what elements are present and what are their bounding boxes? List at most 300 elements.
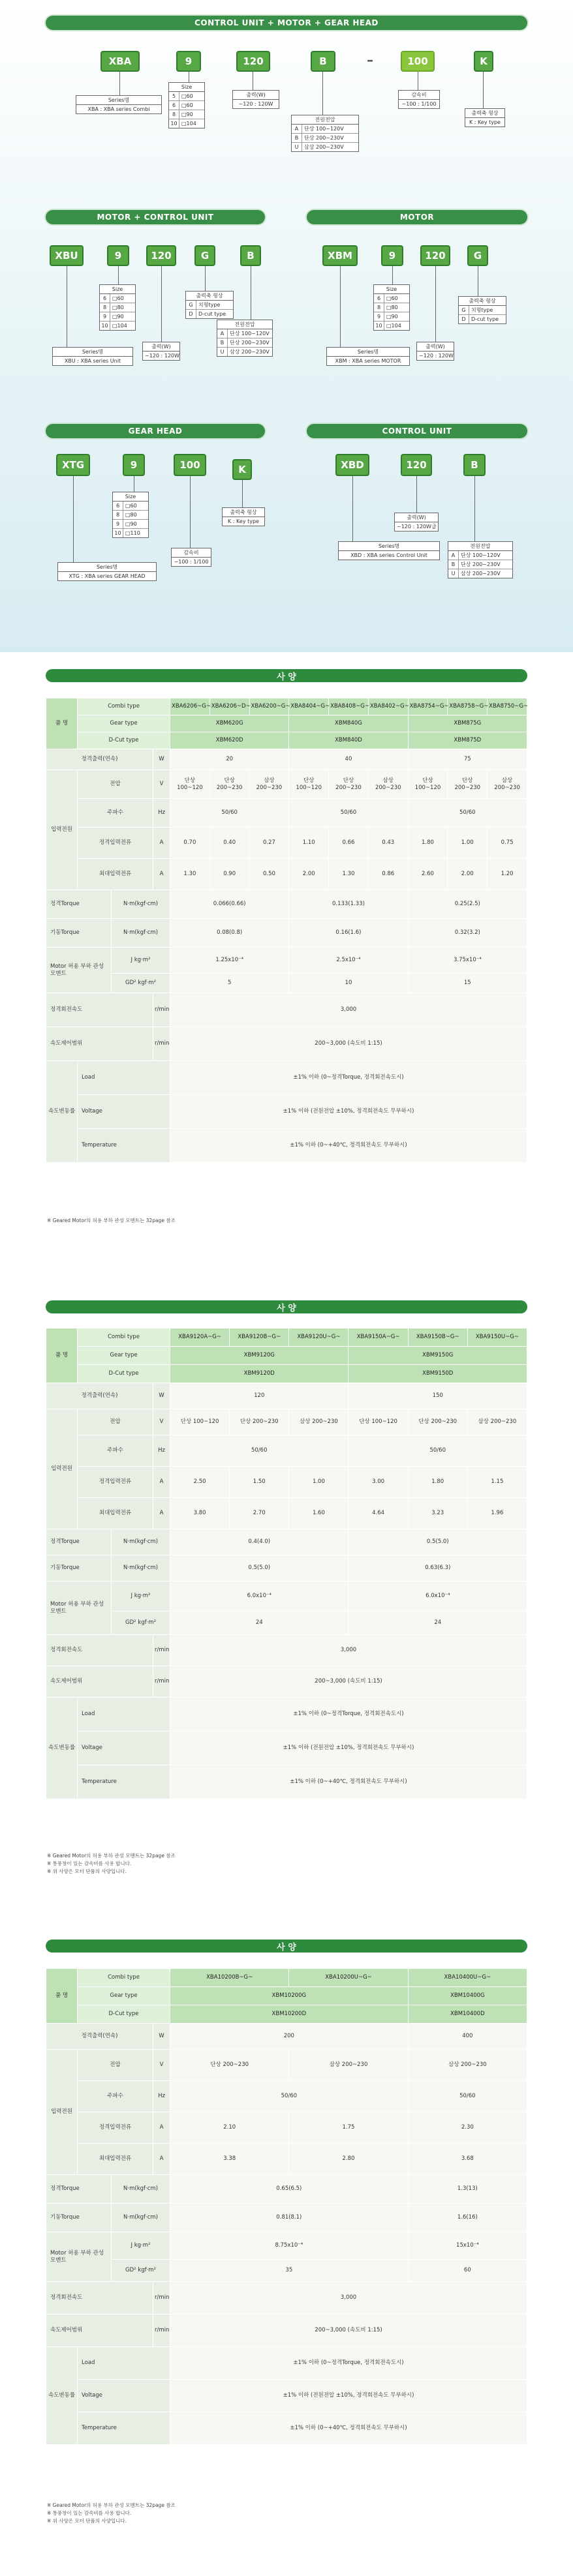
legend-value: ~120 : 120W xyxy=(419,353,454,359)
rated-speed-label: 정격회전속도 xyxy=(46,993,153,1027)
value-cell: 단상 200~230 xyxy=(408,1409,467,1435)
value-cell: 200~3,000 (속도비 1:15) xyxy=(170,1027,527,1061)
legend-head: 전원전압 xyxy=(292,115,358,125)
value-cell: 0.43 xyxy=(368,828,408,859)
value-cell: 1.20 xyxy=(488,859,527,890)
note-line: ※ Geared Motor의 허용 부하 관성 모멘트는 32page 참조 xyxy=(47,2502,176,2508)
inertia-label: Motor 허용 부하 관성 모멘트 xyxy=(46,1581,112,1635)
value-cell: 0.70 xyxy=(170,828,210,859)
dcut-model: XBM840D xyxy=(289,732,408,749)
legend-row: B 단상 200~230V xyxy=(217,338,272,348)
value-cell: 0.63(6.3) xyxy=(348,1555,527,1581)
value-cell: 0.65(6.5) xyxy=(170,2175,409,2204)
legend-row: A 단상 100~120V xyxy=(292,125,358,134)
input-power-label: 입력전원 xyxy=(46,770,78,890)
unit: A xyxy=(153,1467,170,1498)
value-cell: 0.4(4.0) xyxy=(170,1529,348,1555)
cu-code-power: 120 xyxy=(401,454,432,476)
mc-shaft-legend xyxy=(185,291,234,319)
legend-row: 10 □110 xyxy=(113,529,148,537)
legend-head: Size xyxy=(113,492,148,502)
legend-row: 9 □90 xyxy=(113,520,148,529)
cmg-voltage-legend xyxy=(291,115,359,152)
legend-head: 출력축 형상 xyxy=(186,292,233,301)
mo-power-legend xyxy=(416,342,454,361)
unit: r/min xyxy=(153,1635,170,1666)
model-cell: XBA8750~G~ xyxy=(488,698,527,715)
note-line: ※ Geared Motor의 허용 부하 관성 모멘트는 32page 참조 xyxy=(47,1218,176,1223)
value-cell: 6.0x10⁻⁴ xyxy=(348,1581,527,1611)
unit: r/min xyxy=(153,1027,170,1061)
rated-torque-label: 정격Torque xyxy=(46,2175,112,2204)
gear-type-label: Gear type xyxy=(78,715,170,732)
value-cell: 삼상 200~230 xyxy=(467,1409,527,1435)
value-cell: 1.00 xyxy=(448,828,488,859)
mo-code-shaft: G xyxy=(467,245,488,266)
gh-size-legend xyxy=(112,492,149,538)
legend-value: XBA : XBA series Combi xyxy=(87,106,150,112)
legend-head: 전원전압 xyxy=(217,320,272,329)
rated-current-label: 정격입력전류 xyxy=(78,828,153,859)
model-cell: XBA10200B~G~ xyxy=(170,1969,289,1987)
gear-type-label: Gear type xyxy=(78,1347,170,1365)
value-cell: 0.32(3.2) xyxy=(408,919,527,948)
rated-power-label: 정격출력(연속) xyxy=(46,749,153,770)
leader-line xyxy=(205,266,206,291)
gh-code-ratio: 100 xyxy=(174,454,206,476)
speed-range-label: 속도제어범위 xyxy=(46,2314,153,2347)
footnote xyxy=(47,2502,176,2525)
mc-series-legend xyxy=(52,347,133,366)
model-cell: XBA6206~G~ xyxy=(170,698,210,715)
cmg-code-dash: – xyxy=(367,52,373,68)
mo-code-series: XBM xyxy=(322,245,358,266)
value-cell: 삼상 200~230 xyxy=(289,1409,348,1435)
voltage-label: 전압 xyxy=(78,1409,153,1435)
legend-row: G 치형type xyxy=(459,306,506,315)
leader-line xyxy=(119,72,120,95)
value-cell: 3.68 xyxy=(408,2144,527,2175)
cu-title-bar: CONTROL UNIT xyxy=(307,424,527,438)
value-cell: 1.10 xyxy=(289,828,329,859)
legend-row: 6 □60 xyxy=(113,502,148,511)
value-cell: 0.81(8.1) xyxy=(170,2204,409,2232)
frequency-label: 주파수 xyxy=(78,799,153,828)
legend-value: ~100 : 1/100 xyxy=(174,559,209,565)
combi-type-label: Combi type xyxy=(78,698,170,715)
value-cell: 삼상 200~230 xyxy=(368,770,408,799)
model-cell: XBA9150B~G~ xyxy=(408,1328,467,1347)
spec-table-2 xyxy=(46,1328,527,1799)
legend-row: D D-cut type xyxy=(459,315,506,323)
legend-row: U 삼상 200~230V xyxy=(292,143,358,151)
voltage-label: 전압 xyxy=(78,770,153,799)
gear-model: XBM840G xyxy=(289,715,408,732)
model-cell: XBA10400U~G~ xyxy=(408,1969,527,1987)
load-label: Load xyxy=(78,1698,170,1731)
value-cell: 35 xyxy=(170,2260,409,2282)
value-cell: 단상 200~230 xyxy=(329,770,369,799)
legend-value: XBD : XBA series Control Unit xyxy=(350,552,427,558)
max-current-label: 최대입력전류 xyxy=(78,859,153,890)
legend-head: Size xyxy=(374,285,409,294)
value-cell: 0.27 xyxy=(249,828,289,859)
mc-code-power: 120 xyxy=(146,245,176,266)
voltage-var-label: Voltage xyxy=(78,1095,170,1129)
value-cell: 삼상 200~230 xyxy=(249,770,289,799)
speed-variation-label: 속도변동률 xyxy=(46,2347,78,2445)
unit: A xyxy=(153,828,170,859)
value-cell: 2.10 xyxy=(170,2112,289,2144)
value-cell: 단상 100~120 xyxy=(170,1409,230,1435)
legend-value: ~100 : 1/100 xyxy=(401,101,437,107)
model-cell: XBA10200U~G~ xyxy=(289,1969,408,1987)
unit: GD² kgf·m² xyxy=(112,2260,170,2282)
legend-head: 전원전압 xyxy=(448,542,512,551)
unit: J kg·m² xyxy=(112,1581,170,1611)
dcut-model: XBM9150D xyxy=(348,1365,527,1383)
mo-code-size: 9 xyxy=(381,245,403,266)
legend-head: 감속비 xyxy=(172,548,211,558)
cmg-code-power: 120 xyxy=(236,51,270,72)
value-cell: 삼상 200~230 xyxy=(289,2050,408,2081)
dcut-type-label: D-Cut type xyxy=(78,2005,170,2024)
mc-code-voltage: B xyxy=(240,245,261,266)
value-cell: 1.50 xyxy=(230,1467,289,1498)
cmg-ratio-legend xyxy=(398,90,440,109)
gh-ratio-legend xyxy=(171,548,211,567)
gh-title-bar: GEAR HEAD xyxy=(46,424,265,438)
gh-series-legend xyxy=(57,562,157,581)
value-cell: 3,000 xyxy=(170,1635,527,1666)
unit: Hz xyxy=(153,799,170,828)
unit: A xyxy=(153,2112,170,2144)
value-cell: 3.75x10⁻⁴ xyxy=(408,948,527,974)
value-cell: 단상 100~120 xyxy=(408,770,448,799)
mo-shaft-legend xyxy=(458,296,506,324)
value-cell: 단상 200~230 xyxy=(170,2050,289,2081)
mc-size-legend xyxy=(99,284,136,331)
model-cell: XBA8402~G~ xyxy=(368,698,408,715)
unit: N·m(kgf·cm) xyxy=(112,890,170,919)
unit: N·m(kgf·cm) xyxy=(112,919,170,948)
value-cell: 3.38 xyxy=(170,2144,289,2175)
value-cell: 3.00 xyxy=(348,1467,408,1498)
legend-row: 6 □60 xyxy=(169,101,204,110)
value-cell: 150 xyxy=(348,1383,527,1409)
leader-line xyxy=(322,72,323,115)
legend-row: B 단상 200~230V xyxy=(448,560,512,569)
value-cell: 0.133(1.33) xyxy=(289,890,408,919)
value-cell: 2.80 xyxy=(289,2144,408,2175)
value-cell: 1.3(13) xyxy=(408,2175,527,2204)
value-cell: 0.75 xyxy=(488,828,527,859)
cmg-code-series: XBA xyxy=(101,51,140,72)
gear-model: XBM10400G xyxy=(408,1987,527,2005)
temperature-label: Temperature xyxy=(78,2412,170,2445)
gear-model: XBM875G xyxy=(408,715,527,732)
unit: N·m(kgf·cm) xyxy=(112,2204,170,2232)
temperature-label: Temperature xyxy=(78,1129,170,1163)
note-line: ※ 위 사양은 모터 단품의 사양입니다. xyxy=(47,1868,127,1874)
leader-line xyxy=(474,476,475,541)
value-cell: 1.96 xyxy=(467,1498,527,1529)
spec-table-3 xyxy=(46,1968,527,2445)
voltage-label: 전압 xyxy=(78,2050,153,2081)
legend-row: 8 □80 xyxy=(374,303,409,312)
value-cell: ±1% 이하 (0~+40℃, 정격회전속도 무부하시) xyxy=(170,1129,527,1163)
unit: V xyxy=(153,2050,170,2081)
dcut-model: XBM875D xyxy=(408,732,527,749)
value-cell: 75 xyxy=(408,749,527,770)
rated-speed-label: 정격회전속도 xyxy=(46,1635,153,1666)
cmg-shaft-legend xyxy=(465,108,505,127)
legend-value: ~120 : 120W xyxy=(145,353,179,359)
cu-code-series: XBD xyxy=(335,454,369,476)
legend-row: 10 □104 xyxy=(169,119,204,128)
mc-code-shaft: G xyxy=(194,245,215,266)
legend-head: 출력축 형상 xyxy=(459,297,506,306)
value-cell: 200 xyxy=(170,2024,409,2050)
model-cell: XBA8754~G~ xyxy=(408,698,448,715)
cu-voltage-legend xyxy=(448,541,513,578)
legend-row: 8 □90 xyxy=(169,110,204,119)
mo-size-legend xyxy=(373,284,410,331)
value-cell: 50/60 xyxy=(408,799,527,828)
cu-code-voltage: B xyxy=(463,454,486,476)
value-cell: ±1% 이하 (0~+40℃, 정격회전속도 무부하시) xyxy=(170,2412,527,2445)
cmg-size-legend xyxy=(168,82,205,128)
voltage-var-label: Voltage xyxy=(78,1731,170,1765)
gear-model: XBM620G xyxy=(170,715,289,732)
value-cell: 50/60 xyxy=(348,1435,527,1467)
legend-row: U 삼상 200~230V xyxy=(217,348,272,356)
value-cell: 0.066(0.66) xyxy=(170,890,289,919)
value-cell: 2.00 xyxy=(448,859,488,890)
legend-row: 8 □80 xyxy=(100,303,135,312)
leader-line xyxy=(118,266,119,284)
value-cell: 10 xyxy=(289,974,408,993)
gh-shaft-legend xyxy=(222,507,265,526)
model-cell: XBA8408~G~ xyxy=(329,698,369,715)
value-cell: 1.80 xyxy=(408,828,448,859)
mc-title-bar: MOTOR + CONTROL UNIT xyxy=(46,210,265,224)
leader-line xyxy=(242,480,243,507)
legend-row: 6 □60 xyxy=(374,294,409,303)
value-cell: 5 xyxy=(170,974,289,993)
cmg-code-ratio: 100 xyxy=(401,51,435,72)
value-cell: 400 xyxy=(408,2024,527,2050)
footnote xyxy=(47,1217,176,1225)
speed-variation-label: 속도변동률 xyxy=(46,1698,78,1799)
gear-model: XBM9150G xyxy=(348,1347,527,1365)
value-cell: 50/60 xyxy=(408,2081,527,2112)
value-cell: 3.80 xyxy=(170,1498,230,1529)
legend-head: Series명 xyxy=(53,348,132,357)
unit: W xyxy=(153,749,170,770)
value-cell: 0.66 xyxy=(329,828,369,859)
rated-torque-label: 정격Torque xyxy=(46,1529,112,1555)
unit: J kg·m² xyxy=(112,2232,170,2260)
unit: r/min xyxy=(153,993,170,1027)
legend-row: 10 □104 xyxy=(100,322,135,330)
value-cell: 200~3,000 (속도비 1:15) xyxy=(170,1666,527,1698)
rated-speed-label: 정격회전속도 xyxy=(46,2282,153,2314)
legend-value: XBM : XBA series MOTOR xyxy=(335,358,401,364)
voltage-var-label: Voltage xyxy=(78,2380,170,2412)
note-line: ※ 통풍창이 있는 감속비를 사용 합니다. xyxy=(47,1861,132,1866)
rated-power-label: 정격출력(연속) xyxy=(46,1383,153,1409)
legend-head: Series명 xyxy=(339,542,439,551)
value-cell: 2.5x10⁻⁴ xyxy=(289,948,408,974)
inertia-label: Motor 허용 부하 관성 모멘트 xyxy=(46,2232,112,2282)
temperature-label: Temperature xyxy=(78,1765,170,1799)
value-cell: 3.23 xyxy=(408,1498,467,1529)
mc-code-size: 9 xyxy=(107,245,129,266)
model-cell: XBA9150U~G~ xyxy=(467,1328,527,1347)
frequency-label: 주파수 xyxy=(78,1435,153,1467)
cmg-title-bar: CONTROL UNIT + MOTOR + GEAR HEAD xyxy=(46,16,527,30)
legend-value: XTG : XBA series GEAR HEAD xyxy=(69,573,146,579)
leader-line xyxy=(161,266,162,342)
dcut-type-label: D-Cut type xyxy=(78,732,170,749)
value-cell: 1.80 xyxy=(408,1467,467,1498)
start-torque-label: 기동Torque xyxy=(46,919,112,948)
value-cell: 0.5(5.0) xyxy=(170,1555,348,1581)
unit: A xyxy=(153,2144,170,2175)
dcut-type-label: D-Cut type xyxy=(78,1365,170,1383)
value-cell: 24 xyxy=(348,1611,527,1635)
legend-head: 출력축 형상 xyxy=(223,508,264,517)
value-cell: 3,000 xyxy=(170,2282,527,2314)
legend-row: 6 □60 xyxy=(100,294,135,303)
leader-line xyxy=(190,476,191,548)
value-cell: 50/60 xyxy=(170,799,289,828)
value-cell: 1.25x10⁻⁴ xyxy=(170,948,289,974)
value-cell: 2.30 xyxy=(408,2112,527,2144)
value-cell: 2.00 xyxy=(289,859,329,890)
value-cell: 0.5(5.0) xyxy=(348,1529,527,1555)
cu-power-legend xyxy=(394,513,439,532)
value-cell: ±1% 이하 (0~정격Torque, 정격회전속도시) xyxy=(170,2347,527,2380)
model-cell: XBA6200~G~ xyxy=(249,698,289,715)
unit: W xyxy=(153,2024,170,2050)
legend-head: 출력(W) xyxy=(417,342,454,352)
value-cell: 단상 100~120 xyxy=(170,770,210,799)
combi-type-label: Combi type xyxy=(78,1969,170,1987)
gear-type-label: Gear type xyxy=(78,1987,170,2005)
load-label: Load xyxy=(78,1061,170,1095)
input-power-label: 입력전원 xyxy=(46,1409,78,1529)
unit: W xyxy=(153,1383,170,1409)
value-cell: 2.50 xyxy=(170,1467,230,1498)
legend-head: Series명 xyxy=(327,348,409,357)
leader-line xyxy=(416,476,417,513)
unit: J kg·m² xyxy=(112,948,170,974)
max-current-label: 최대입력전류 xyxy=(78,2144,153,2175)
value-cell: 0.86 xyxy=(368,859,408,890)
value-cell: ±1% 이하 (전원전압 ±10%, 정격회전속도 무부하시) xyxy=(170,1095,527,1129)
unit: A xyxy=(153,1498,170,1529)
unit: GD² kgf·m² xyxy=(112,1611,170,1635)
unit: Hz xyxy=(153,1435,170,1467)
note-line: ※ 통풍창이 있는 감속비를 사용 합니다. xyxy=(47,2510,132,2516)
unit: N·m(kgf·cm) xyxy=(112,1529,170,1555)
value-cell: 0.25(2.5) xyxy=(408,890,527,919)
value-cell: ±1% 이하 (0~정격Torque, 정격회전속도시) xyxy=(170,1698,527,1731)
unit: V xyxy=(153,1409,170,1435)
note-line: ※ 위 사양은 모터 단품의 사양입니다. xyxy=(47,2518,127,2524)
value-cell: 50/60 xyxy=(170,2081,409,2112)
model-cell: XBA9120A~G~ xyxy=(170,1328,230,1347)
legend-value: XBU : XBA series Unit xyxy=(64,358,121,364)
speed-variation-label: 속도변동률 xyxy=(46,1061,78,1163)
value-cell: 40 xyxy=(289,749,408,770)
value-cell: 단상 100~120 xyxy=(348,1409,408,1435)
inertia-label: Motor 허용 부하 관성 모멘트 xyxy=(46,948,112,993)
model-cell: XBA8758~G~ xyxy=(448,698,488,715)
mo-code-power: 120 xyxy=(420,245,450,266)
value-cell: 2.70 xyxy=(230,1498,289,1529)
note-line: ※ Geared Motor의 허용 부하 관성 모멘트는 32page 참조 xyxy=(47,1853,176,1859)
legend-row: A 단상 100~120V xyxy=(448,551,512,560)
dcut-model: XBM10400D xyxy=(408,2005,527,2024)
value-cell: 0.50 xyxy=(249,859,289,890)
spec-title-bar: 사 양 xyxy=(46,1939,527,1953)
rated-torque-label: 정격Torque xyxy=(46,890,112,919)
speed-range-label: 속도제어범위 xyxy=(46,1666,153,1698)
value-cell: 단상 200~230 xyxy=(209,770,249,799)
value-cell: 15x10⁻⁴ xyxy=(408,2232,527,2260)
legend-head: Series명 xyxy=(76,96,161,105)
spec-title-bar: 사 양 xyxy=(46,1300,527,1313)
legend-row: G 치형type xyxy=(186,301,233,310)
value-cell: 단상 200~230 xyxy=(448,770,488,799)
mc-code-series: XBU xyxy=(50,245,84,266)
legend-row: B 단상 200~230V xyxy=(292,134,358,143)
value-cell: ±1% 이하 (전원전압 ±10%, 정격회전속도 무부하시) xyxy=(170,2380,527,2412)
value-cell: 4.64 xyxy=(348,1498,408,1529)
value-cell: 삼상 200~230 xyxy=(408,2050,527,2081)
product-name-label: 품 명 xyxy=(46,698,78,749)
leader-line xyxy=(435,266,436,342)
unit: N·m(kgf·cm) xyxy=(112,1555,170,1581)
model-cell: XBA9150A~G~ xyxy=(348,1328,408,1347)
value-cell: 3,000 xyxy=(170,993,527,1027)
legend-head: Size xyxy=(169,83,204,92)
dcut-model: XBM10200D xyxy=(170,2005,409,2024)
unit: r/min xyxy=(153,2282,170,2314)
legend-value: ~120 : 120W급 xyxy=(397,524,437,530)
value-cell: 0.90 xyxy=(209,859,249,890)
model-cell: XBA6206~D~ xyxy=(209,698,249,715)
rated-current-label: 정격입력전류 xyxy=(78,2112,153,2144)
value-cell: 20 xyxy=(170,749,289,770)
legend-row: 9 □90 xyxy=(100,312,135,322)
product-name-label: 품 명 xyxy=(46,1969,78,2024)
value-cell: 1.30 xyxy=(170,859,210,890)
load-label: Load xyxy=(78,2347,170,2380)
frequency-label: 주파수 xyxy=(78,2081,153,2112)
value-cell: 120 xyxy=(170,1383,348,1409)
unit: r/min xyxy=(153,2314,170,2347)
value-cell: 0.40 xyxy=(209,828,249,859)
legend-row: U 삼상 200~230V xyxy=(448,569,512,578)
value-cell: 1.30 xyxy=(329,859,369,890)
value-cell: 삼상 200~230 xyxy=(488,770,527,799)
value-cell: ±1% 이하 (0~정격Torque, 정격회전속도시) xyxy=(170,1061,527,1095)
footnote xyxy=(47,1852,176,1876)
